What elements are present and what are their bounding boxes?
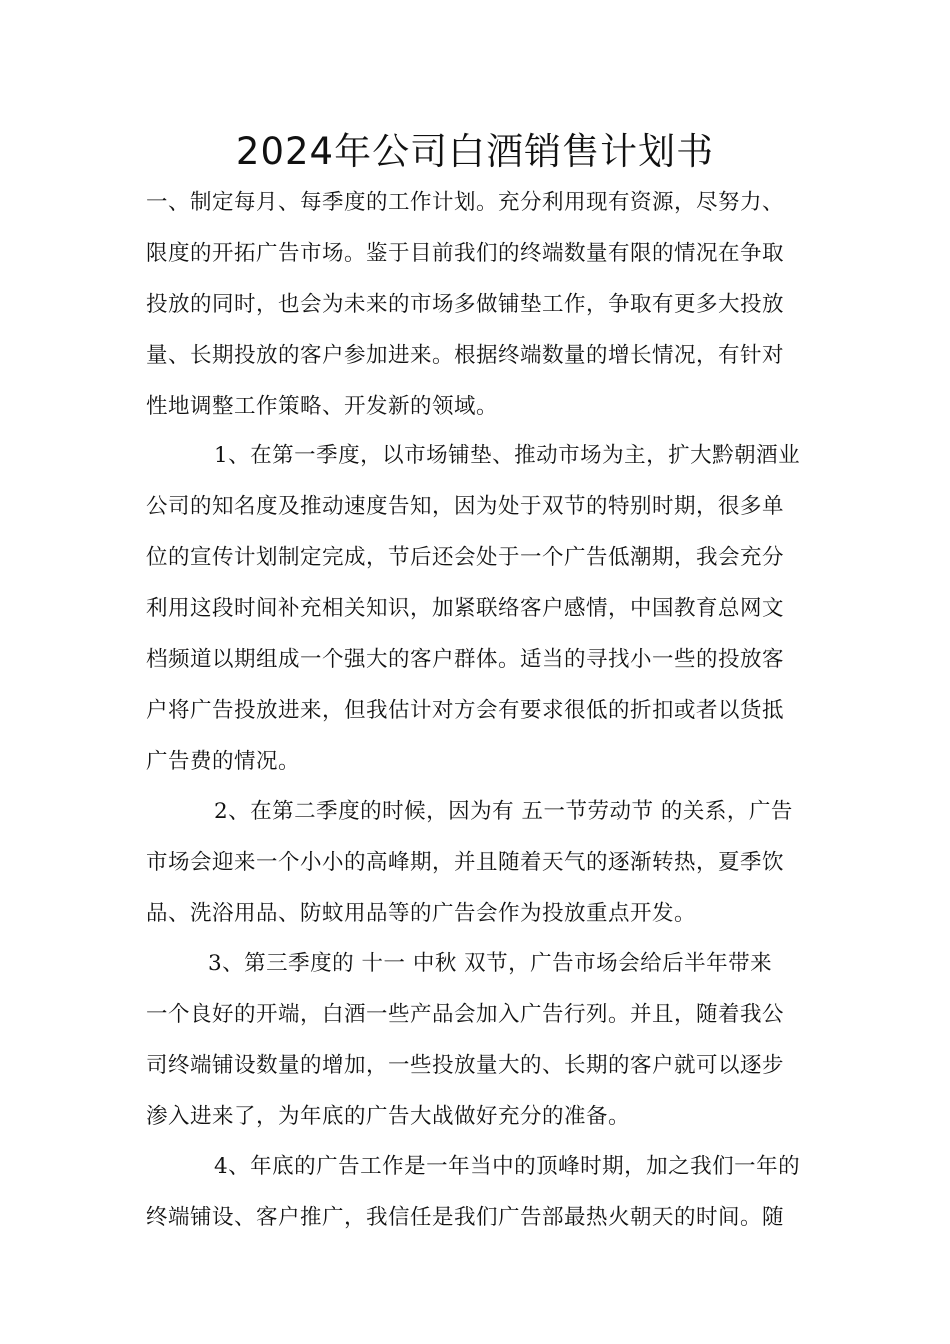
body-line-4: 量、长期投放的客户参加进来。根据终端数量的增长情况，有针对 bbox=[146, 343, 785, 368]
body-line-21: 终端铺设、客户推广，我信任是我们广告部最热火朝天的时间。随 bbox=[146, 1205, 785, 1230]
body-line-6: 1、在第一季度，以市场铺垫、推动市场为主，扩大黔朝酒业 bbox=[214, 443, 801, 468]
body-line-7: 公司的知名度及推动速度告知，因为处于双节的特别时期，很多单 bbox=[146, 494, 785, 519]
body-line-3: 投放的同时，也会为未来的市场多做铺垫工作，争取有更多大投放 bbox=[146, 292, 785, 317]
body-line-9: 利用这段时间补充相关知识，加紧联络客户感情，中国教育总网文 bbox=[146, 596, 785, 621]
body-line-8: 位的宣传计划制定完成，节后还会处于一个广告低潮期，我会充分 bbox=[146, 545, 785, 570]
body-line-2: 限度的开拓广告市场。鉴于目前我们的终端数量有限的情况在争取 bbox=[146, 241, 785, 266]
body-line-17: 一个良好的开端，白酒一些产品会加入广告行列。并且，随着我公 bbox=[146, 1002, 785, 1027]
body-line-19: 渗入进来了，为年底的广告大战做好充分的准备。 bbox=[146, 1104, 631, 1129]
body-line-11: 户将广告投放进来，但我估计对方会有要求很低的折扣或者以货抵 bbox=[146, 698, 785, 723]
body-line-5: 性地调整工作策略、开发新的领域。 bbox=[146, 394, 499, 419]
body-line-13: 2、在第二季度的时候，因为有 五一节劳动节 的关系，广告 bbox=[214, 799, 793, 824]
body-line-18: 司终端铺设数量的增加，一些投放量大的、长期的客户就可以逐步 bbox=[146, 1053, 785, 1078]
body-line-1: 一、制定每月、每季度的工作计划。充分利用现有资源，尽努力、 bbox=[146, 190, 785, 215]
body-line-12: 广告费的情况。 bbox=[146, 749, 301, 774]
document-title: 2024年公司白酒销售计划书 bbox=[235, 130, 715, 173]
body-line-20: 4、年底的广告工作是一年当中的顶峰时期，加之我们一年的 bbox=[214, 1154, 801, 1179]
body-line-14: 市场会迎来一个小小的高峰期，并且随着天气的逐渐转热，夏季饮 bbox=[146, 850, 785, 875]
body-line-16: 3、第三季度的 十一 中秋 双节，广告市场会给后半年带来 bbox=[208, 951, 773, 976]
body-line-10: 档频道以期组成一个强大的客户群体。适当的寻找小一些的投放客 bbox=[146, 647, 785, 672]
body-line-15: 品、洗浴用品、防蚊用品等的广告会作为投放重点开发。 bbox=[146, 901, 697, 926]
